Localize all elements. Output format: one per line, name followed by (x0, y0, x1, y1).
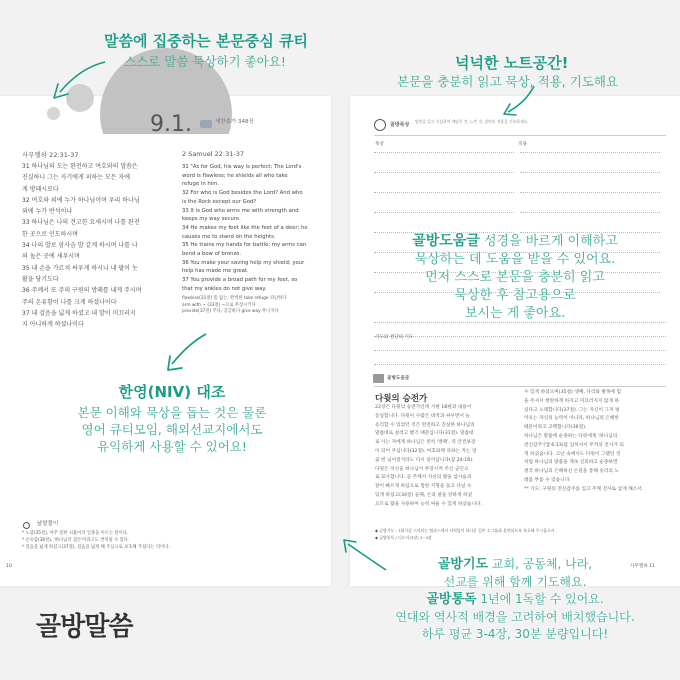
essay-left-column (375, 404, 517, 510)
english-verses (182, 163, 322, 294)
verse-line-en: 37 You provide a broad path for my feet, so (182, 277, 298, 284)
arrow-icon (50, 58, 108, 100)
niv-callout-title: 한영(NIV) 대조 (118, 383, 226, 401)
date-label: 9.1. (150, 112, 192, 137)
verse-line-ko: 활을 당기도다 (22, 275, 59, 283)
prayer-callout (352, 556, 678, 644)
essay-line: 수 있게 하셨으며(35절) 셋째, 다리와 발목에 힘 (524, 390, 622, 395)
essay-line: 하나님은 말씀에 순종하는 다윗에게 '하나님의 (524, 433, 618, 439)
meditation-hint: 말씀을 읽고 묵상하며 깨달은 것, 느낀 것, 결단과 적용을 기록하세요. (415, 119, 529, 124)
meditation-rule (374, 135, 666, 136)
essay-line: 로 사는 자에게 하나님은 친히 '방패', 즉 안전보장 (375, 440, 476, 446)
note-callout-sub: 본문을 충분히 읽고 묵상, 적용, 기도해요 (397, 74, 619, 89)
essay-line: 이유는 자신의 능력이 아니라, 하나님의 은혜한 (524, 416, 619, 422)
essay-title: 다윗의 승전가 (375, 394, 428, 404)
bottom-note-line: ◆ 골방기도 : 7회기실 시작되는 캠퍼스에서 사역입이 하다운 일본 소그룹과 훈련되도록 보호해 주시옵소서. (375, 528, 556, 533)
prayer-callout-line3 (352, 591, 678, 609)
footnote-line: * 노함(35절), 아주 질한 쇠붙이의 일종을 이르는 말이다. (22, 531, 129, 536)
writing-line (520, 172, 660, 173)
prayer-callout-line1 (352, 556, 678, 574)
essay-line: 결국 하나님의 은혜하신 손길을 통해 승리의 노 (524, 469, 619, 475)
verse-line-en: word is flawless; he shields all who take (182, 172, 288, 179)
pen-icon (374, 119, 386, 131)
essay-line: 으므로 활을 사용하여 능히 싸울 수 있게 하셨습니다. (375, 501, 483, 507)
prayer-lines (374, 322, 666, 372)
essay-line: 처럼 하나님의 말씀을 계속 신뢰하고 순종하면 (524, 460, 618, 466)
help-label: 골방도움글 (387, 376, 410, 381)
hymn-label: 새찬송가 348장 (215, 119, 254, 125)
vocab-line: arm with ~ (33절) ~으로 무장시키다 (182, 302, 256, 308)
tiny-gray-circle (47, 107, 60, 120)
verse-line-ko: 33 하나님은 나의 견고한 요새시며 나를 완전 (22, 219, 140, 227)
right-page-number: 사무엘하 11 (630, 564, 656, 569)
left-page-number: 10 (6, 564, 12, 569)
essay-line: 다윗은 자신을 하나님이 무장시켜 주신 군인으 (375, 466, 469, 472)
left-page-ref-en: 2 Samuel 22:31-37 (182, 150, 244, 158)
verse-line-ko: 32 여호와 외에 누가 하나님이며 우리 하나님 (22, 196, 140, 204)
verse-line-en: 32 For who is God besides the Lord? And who (182, 190, 303, 197)
verse-line-en: help has made me great. (182, 268, 249, 275)
prayer-callout-line2: 선교를 위해 함께 기도해요. (443, 574, 587, 589)
help-callout (352, 232, 678, 323)
footnotes (22, 531, 322, 551)
essay-line: 동일합니다. 다윗이 수많은 대적과 싸우면서 늘 (375, 413, 470, 419)
verse-line-en: 35 He trains my hands for battle; my arms can (182, 242, 307, 249)
essay-line: 전신갑주'(엡 6:13)를 입히셔서 무적의 전사가 되 (524, 442, 624, 448)
help-callout-rest: 성경을 바르게 이해하고 (479, 234, 618, 249)
verse-line-ko: 지 아니하게 하셨나이다 (22, 321, 84, 329)
writing-line (374, 192, 514, 193)
verse-line-ko: 36 주께서 또 주의 구원의 방패를 내게 주시며 (22, 287, 142, 295)
verse-line-ko: 주의 온유함이 나를 크게 하셨나이다 (22, 298, 117, 306)
help-callout-line: 묵상한 후 참고용으로 (454, 288, 576, 303)
writing-line (520, 212, 660, 213)
verse-line-en: 36 You make your saving help my shield; your (182, 259, 305, 266)
help-badge (373, 374, 384, 383)
verse-line-ko: 외에 누가 반석이냐 (22, 208, 73, 216)
writing-line (520, 152, 660, 153)
verse-line-en: refuge in him. (182, 181, 220, 188)
help-callout-line: 보시는 게 좋아요. (464, 306, 566, 321)
note-col1-label: 묵상 (375, 142, 384, 147)
writing-line (374, 152, 514, 153)
writing-line (374, 212, 514, 213)
verse-line-en: 34 He makes my feet like the feet of a deer; he (182, 224, 308, 231)
verse-line-ko: 37 내 걸음을 넓게 하셨고 내 발이 미끄러지 (22, 309, 136, 317)
prayer-label: 기도와 결단의 기도 (375, 335, 414, 340)
verse-line-ko: 의 높은 곳에 세우시며 (22, 253, 80, 261)
verse-line-en: 31 "As for God, his way is perfect: The Lord's (182, 164, 302, 170)
essay-line: 말씀대로 살려고 했기 때문입니다(31절). 말씀대 (375, 431, 474, 437)
essay-line: 게 하셨습니다. 고난 속에서도 다윗이 그랬던 것 (524, 451, 621, 457)
help-rule (374, 386, 666, 387)
vocab-line: provide(37절) 주다, 공급하다 give way 무너지다 (182, 309, 279, 314)
essay-line: 래를 부를 수 있습니다. (524, 477, 571, 483)
meditation-label: 골방묵상 (390, 122, 410, 128)
niv-callout-line: 영어 큐티모임, 해외선교지에서도 (81, 422, 263, 437)
footnote-title: 낱말풀이 (37, 521, 59, 527)
prayer-callout-rest1: 교회, 공동체, 나라, (488, 557, 593, 571)
essay-line: 곱 번 넘어질지라도 다시 일어납니다(잠 24:16). (375, 457, 474, 463)
prayer-callout-strong3: 골방통독 (426, 592, 477, 607)
help-callout-line: 묵상하는 데 도움을 받을 수 있어요. (414, 252, 616, 267)
verse-line-en: 33 It is God who arms me with strength and (182, 207, 299, 214)
essay-line: 승리할 수 있었던 것은 완전하고 진실한 하나님의 (375, 422, 475, 428)
arrow-icon (162, 330, 210, 374)
essay-line: 22장은 다윗의 승전가인데 시편 18편과 내용이 (375, 405, 472, 410)
essay-line: 때문이라고 고백합니다(36절). (524, 425, 587, 431)
help-callout-strong: 골방도움글 (412, 233, 480, 249)
verse-line-ko: 한 곳으로 인도하시며 (22, 230, 78, 238)
arrow-icon (500, 82, 540, 118)
footnote-icon (23, 522, 30, 529)
bottom-note-line: ◆ 골방통독 / 디도서(3장) 1~4장 (375, 534, 432, 540)
vocab-block (182, 296, 327, 316)
verse-line-en: bend a bow of bronze. (182, 251, 242, 258)
niv-callout-line: 본문 이해와 묵상을 돕는 것은 물론 (77, 405, 267, 420)
verse-line-ko: 35 내 손을 가르쳐 싸우게 하시니 내 팔이 놋 (22, 264, 138, 272)
footnote-line: * 온유함(36절), '하나님의 겸손'이라고도 번역될 수 있다. (22, 537, 130, 543)
niv-callout-line: 유익하게 사용할 수 있어요! (97, 439, 247, 454)
focus-callout-title: 말씀에 집중하는 본문중심 큐티 (104, 32, 309, 50)
essay-right-column (524, 389, 666, 495)
left-page-ref-ko: 사무엘하 22:31-37 (22, 151, 79, 159)
essay-line: ** 기도: 구원의 전신갑주를 입고 주께 전사로 삼게 해소서. (524, 486, 644, 492)
vocab-line: flawless(31절) 흠 없는, 완벽한 take refuge 피난하다 (182, 296, 287, 301)
help-callout-line: 먼저 스스로 본문을 충분히 읽고 (425, 270, 605, 285)
footnote-line: * 걸음을 넓게 하셨고(37절), 걸음을 넓게 해 주심으로 보호해 주셨다는 의미다. (22, 544, 170, 550)
writing-line (374, 172, 514, 173)
note-col2-label: 적용 (518, 142, 527, 147)
hymn-badge (200, 120, 212, 128)
writing-line (520, 192, 660, 193)
verse-line-en: causes me to stand on the heights. (182, 233, 276, 240)
essay-line: 로 묘사합니다. 곧 주께서 자신의 발을 암사슴과 (375, 475, 472, 481)
essay-line: 이 되어 주십니다(32절). 여호와께 피하는 자는 일 (375, 448, 477, 454)
essay-line: 을 주셔서 쌍란하게 하지고 미끄러지지 않게 하 (524, 398, 619, 404)
arrow-icon (338, 536, 390, 574)
verse-line-ko: 31 하나님의 도는 완전하고 여호와의 말씀은 (22, 163, 138, 170)
verse-line-en: keeps my way secure. (182, 216, 241, 223)
verse-line-ko: 34 나의 발로 암사슴 발 같게 하시며 나를 나 (22, 242, 138, 250)
verse-line-ko: 진실하니 그는 자기에게 피하는 모든 자에 (22, 174, 131, 182)
note-callout-title: 넉넉한 노트공간! (455, 54, 569, 72)
essay-line: 있게 하셨고(34절) 둘째, 손과 팔을 강하게 하셨 (375, 492, 473, 498)
verse-line-ko: 게 방패시로다 (22, 185, 59, 193)
help-callout-line1 (352, 232, 678, 251)
prayer-callout-rest3: 1년에 1독할 수 있어요. (476, 592, 604, 606)
prayer-callout-strong1: 골방기도 (437, 557, 489, 572)
niv-callout (22, 384, 322, 455)
prayer-callout-line4: 연대와 역사적 배경을 고려하여 배치했습니다. (395, 609, 635, 624)
writing-line (374, 350, 666, 351)
brand-logo: 골방말씀 (36, 612, 133, 642)
verse-line-en: is the Rock except our God? (182, 198, 257, 205)
writing-line (374, 364, 666, 365)
focus-callout-sub: 스스로 말씀 묵상하기 좋아요! (124, 54, 286, 69)
verse-line-en: that my ankles do not give way. (182, 285, 267, 292)
korean-verses (22, 161, 178, 330)
writing-line (374, 336, 666, 337)
essay-line: 같이 빠르게 하심으로 험한 지형을 돌고 다닐 수 (375, 484, 472, 490)
bottom-notes (375, 528, 665, 541)
essay-line: 셨다고 노래합니다(37절). 그는 자신이 그저 평 (524, 407, 620, 413)
prayer-callout-line5: 하루 평균 3-4장, 30분 분량입니다! (421, 627, 609, 641)
